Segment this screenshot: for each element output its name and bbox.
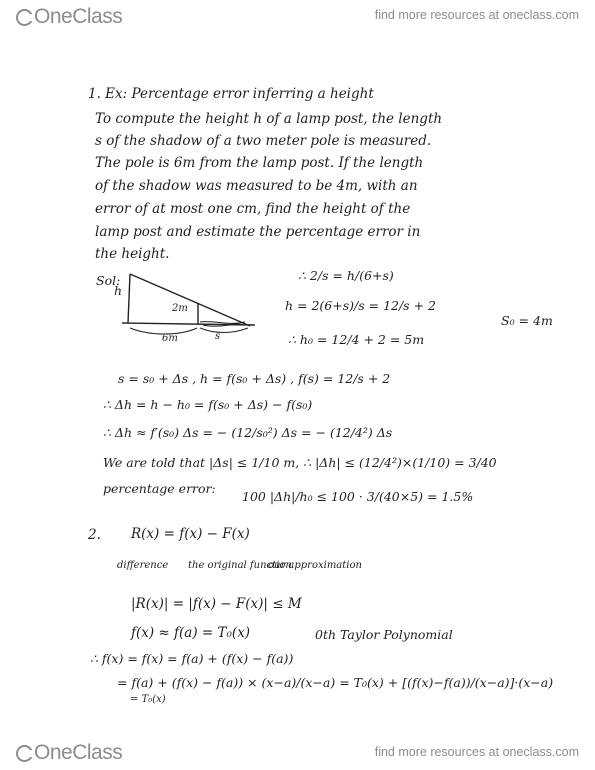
annotation-difference: difference <box>117 560 169 571</box>
problem-line-2: s of the shadow of a two meter pole is measured. <box>95 133 432 149</box>
remainder-bound-eq: |R(x)| = |f(x) − F(x)| ≤ M <box>131 596 302 612</box>
ground-line <box>122 323 255 325</box>
problem-line-3: The pole is 6m from the lamp post. If the length <box>95 155 424 171</box>
problem-line-7: the height. <box>95 246 170 262</box>
shadow-brace <box>200 328 248 333</box>
solution-label: Sol: <box>96 273 121 288</box>
figure-h-label: h <box>114 283 123 298</box>
problem-line-5: error of at most one cm, find the height of the <box>95 201 411 217</box>
height-formula-eq: h = 2(6+s)/s = 12/s + 2 <box>285 298 436 313</box>
bound-eq: We are told that |Δs| ≤ 1/10 m, ∴ |Δh| ≤ (12/4²)×(1/10) = 3/40 <box>103 455 497 470</box>
remainder-eq: R(x) = f(x) − F(x) <box>131 526 250 542</box>
annotation-original-function: the original function <box>188 560 292 571</box>
delta-h-eq: ∴ Δh = h − h₀ = f(s₀ + Δs) − f(s₀) <box>103 397 313 412</box>
annotation-our-approximation: our approximation <box>268 560 362 571</box>
oneclass-footer-logo-icon <box>16 745 33 762</box>
taylor-polynomial-note: 0th Taylor Polynomial <box>315 627 453 642</box>
problem-line-4: of the shadow was measured to be 4m, with an <box>95 178 418 194</box>
section-2-number: 2. <box>88 527 101 543</box>
expansion-eq: = f(a) + (f(x) − f(a)) × (x−a)/(x−a) = T₀(x) + [(f(x)−f(a))/(x−a)]·(x−a) <box>117 675 554 690</box>
perturbation-eq: s = s₀ + Δs , h = f(s₀ + Δs) , f(s) = 12/s + 2 <box>118 371 391 386</box>
header-resources-link[interactable]: find more resources at oneclass.com <box>374 8 579 22</box>
h0-eq: ∴ h₀ = 12/4 + 2 = 5m <box>288 332 425 347</box>
oneclass-logo[interactable] <box>16 5 122 29</box>
example-title: 1. Ex: Percentage error inferring a height <box>88 86 374 102</box>
t0-underline-label: = T₀(x) <box>130 694 166 705</box>
light-ray-line <box>130 274 250 326</box>
oneclass-footer-logo[interactable] <box>16 741 122 765</box>
s0-value: S₀ = 4m <box>501 313 553 328</box>
lamp-post-figure <box>122 274 255 334</box>
figure-2m-label: 2m <box>172 303 188 314</box>
figure-s-label: s <box>215 331 221 342</box>
similar-triangles-eq: ∴ 2/s = h/(6+s) <box>298 268 394 283</box>
problem-line-6: lamp post and estimate the percentage error in <box>95 224 421 240</box>
problem-line-1: To compute the height h of a lamp post, the length <box>95 111 443 127</box>
shadow-scribble <box>200 322 245 327</box>
percentage-error-label: percentage error: <box>103 481 216 496</box>
identity-eq: ∴ f(x) = f(x) = f(a) + (f(x) − f(a)) <box>90 651 294 666</box>
figure-6m-label: 6m <box>162 333 178 344</box>
oneclass-logo-icon <box>16 9 33 26</box>
footer-resources-link[interactable]: find more resources at oneclass.com <box>374 745 579 759</box>
lamp-post-line <box>128 274 130 323</box>
footer-logo-text: OneClass <box>34 741 123 764</box>
linear-approx-eq: ∴ Δh ≈ f′(s₀) Δs = − (12/s₀²) Δs = − (12/4²) Δs <box>103 425 393 440</box>
zeroth-approx-eq: f(x) ≈ f(a) = T₀(x) <box>131 625 251 641</box>
logo-text: OneClass <box>34 5 123 28</box>
percentage-error-eq: 100 |Δh|/h₀ ≤ 100 · 3/(40×5) = 1.5% <box>242 489 474 504</box>
